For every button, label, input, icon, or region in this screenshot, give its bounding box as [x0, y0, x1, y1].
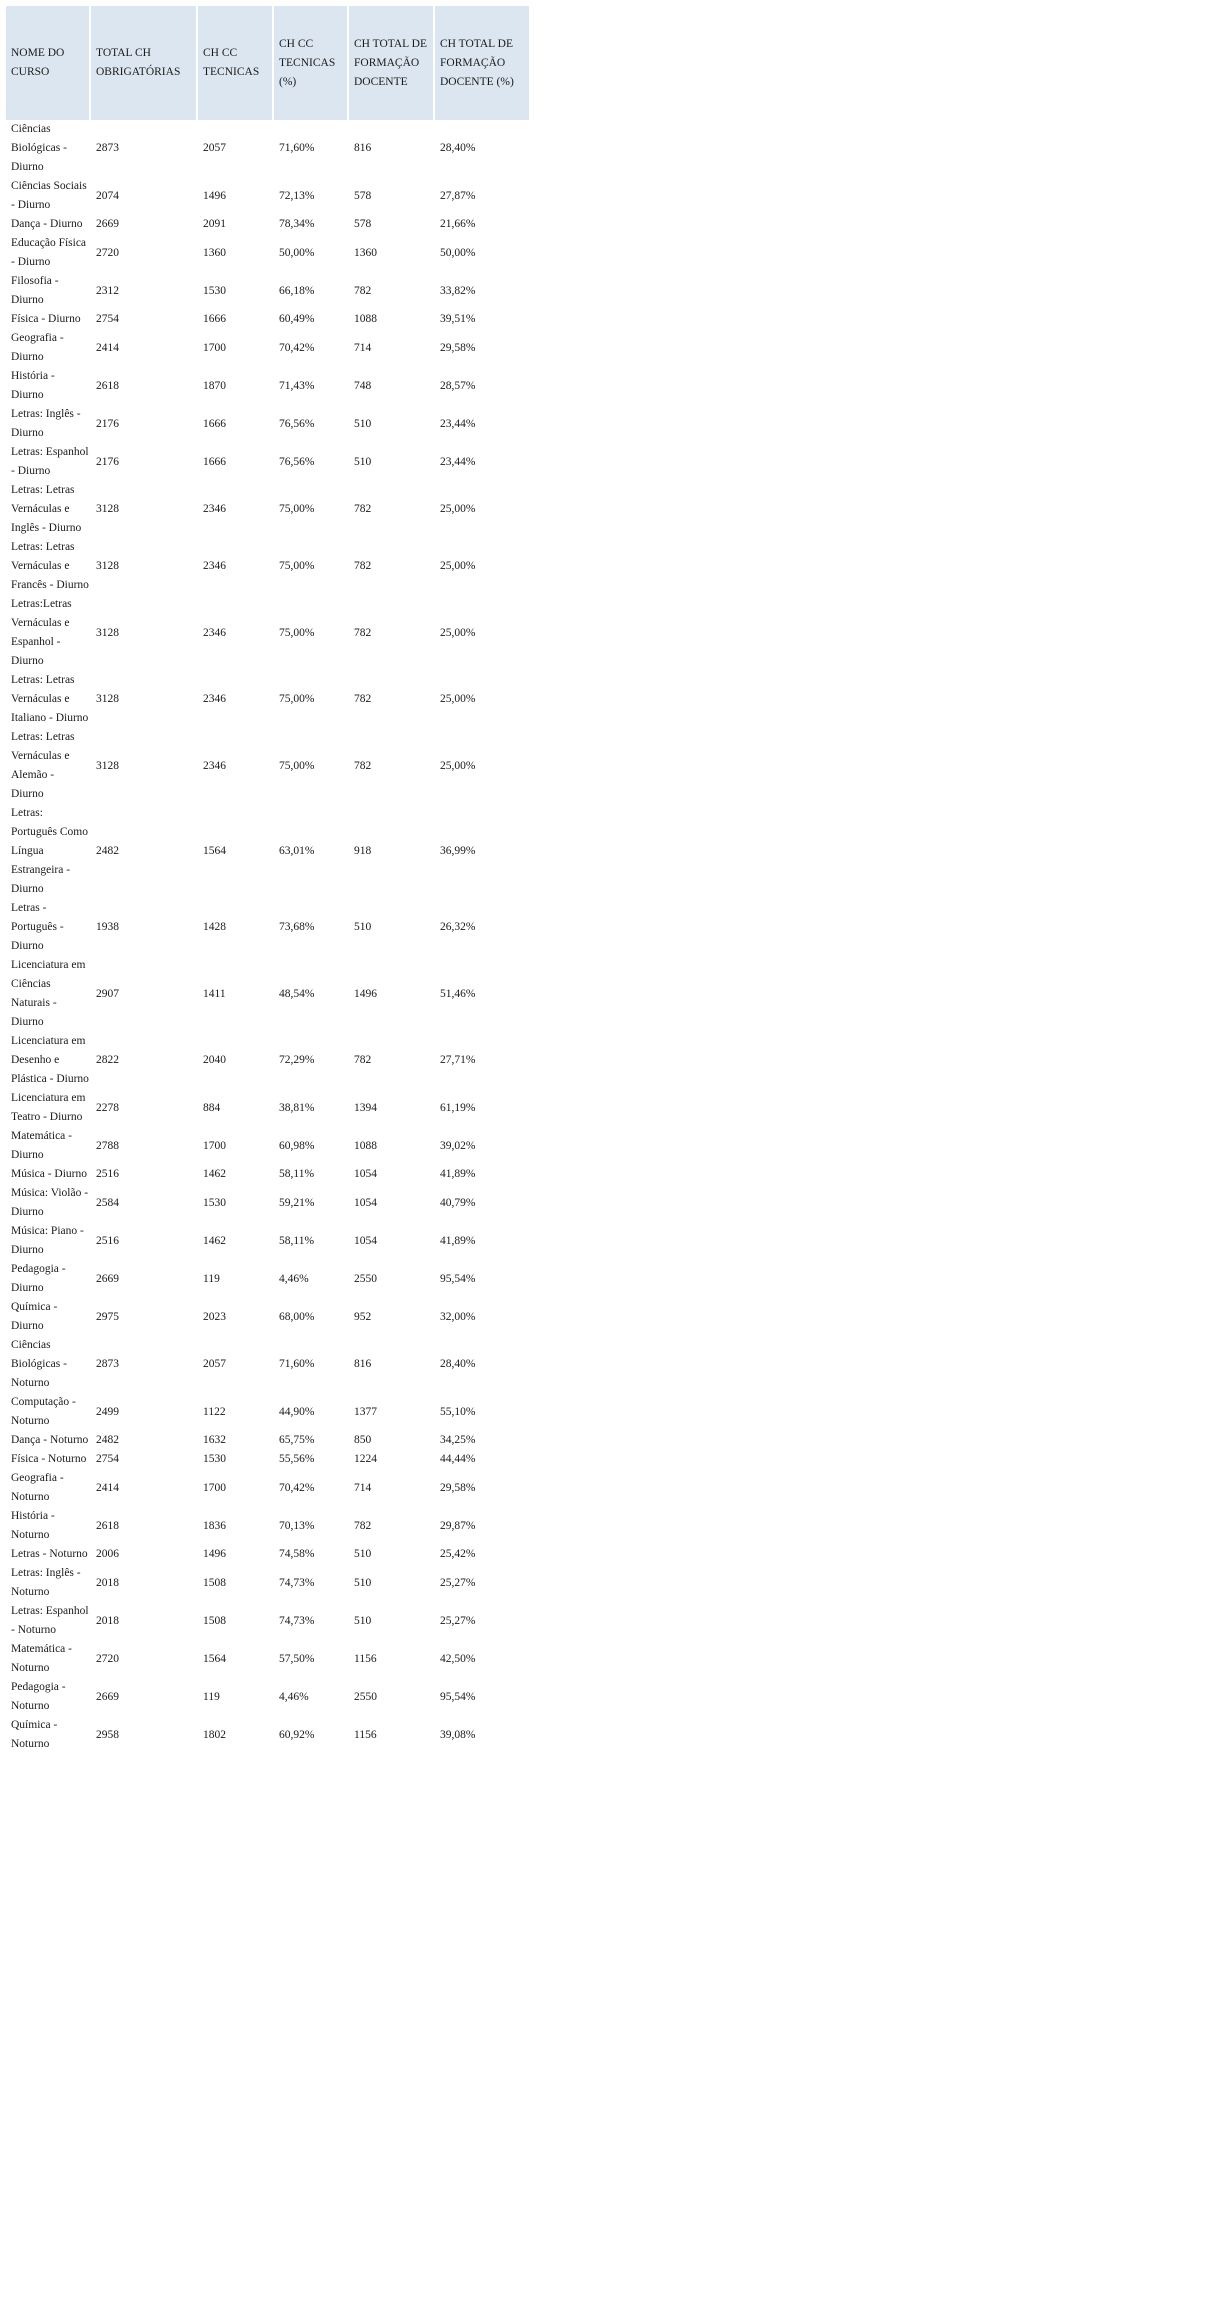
course-name-cell: Letras: Inglês - Diurno — [11, 408, 81, 439]
technical-percent-cell: 75,00% — [279, 759, 315, 772]
teacher-hours-cell: 816 — [354, 142, 372, 154]
technical-percent-cell: 74,73% — [279, 1576, 315, 1589]
teacher-hours-cell: 510 — [354, 417, 372, 430]
course-name-cell: Geografia - Noturno — [11, 1472, 64, 1503]
technical-hours-cell: 1428 — [203, 921, 226, 933]
total-hours-cell: 2006 — [96, 1548, 119, 1560]
total-hours-cell: 2754 — [96, 313, 119, 325]
course-name-cell: Licenciatura em Teatro - Diurno — [11, 1092, 86, 1123]
technical-percent-cell: 71,43% — [279, 379, 315, 392]
teacher-hours-cell: 1224 — [354, 1453, 377, 1465]
technical-percent-cell: 76,56% — [279, 455, 315, 468]
total-hours-cell: 2516 — [96, 1234, 119, 1247]
course-name-cell: Química - Noturno — [11, 1719, 58, 1750]
teacher-percent-cell: 55,10% — [440, 1405, 476, 1418]
technical-hours-cell: 1564 — [203, 1652, 226, 1665]
teacher-hours-cell: 782 — [354, 759, 372, 772]
course-name-cell: Licenciatura em Ciências Naturais - Diurno — [11, 959, 86, 1028]
technical-hours-cell: 1462 — [203, 1168, 226, 1180]
total-hours-cell: 2720 — [96, 246, 119, 259]
teacher-hours-cell: 1054 — [354, 1234, 377, 1247]
teacher-percent-cell: 26,32% — [440, 921, 476, 933]
technical-percent-cell: 70,42% — [279, 341, 315, 354]
table-row — [6, 1165, 529, 1184]
technical-percent-cell: 65,75% — [279, 1434, 315, 1446]
total-hours-cell: 2018 — [96, 1614, 119, 1627]
course-name-cell: Física - Noturno — [11, 1453, 87, 1465]
total-hours-cell: 2312 — [96, 284, 119, 297]
technical-percent-cell: 73,68% — [279, 921, 315, 933]
technical-hours-cell: 2346 — [203, 503, 226, 515]
total-hours-cell: 2754 — [96, 1453, 119, 1465]
course-name-cell: Matemática - Noturno — [11, 1643, 72, 1674]
technical-hours-cell: 1870 — [203, 379, 226, 392]
teacher-hours-cell: 2550 — [354, 1272, 377, 1285]
teacher-hours-cell: 510 — [354, 1548, 372, 1560]
technical-percent-cell: 57,50% — [279, 1652, 315, 1665]
technical-percent-cell: 55,56% — [279, 1453, 315, 1465]
teacher-percent-cell: 29,58% — [440, 341, 476, 354]
teacher-hours-cell: 782 — [354, 560, 372, 572]
header-teacher-training-hours: CH TOTAL DE FORMAÇÃO DOCENTE — [349, 6, 435, 120]
course-name-cell: Letras: Letras Vernáculas e Italiano - Diurno — [11, 674, 89, 724]
total-hours-cell: 2873 — [96, 142, 119, 154]
total-hours-cell: 2176 — [96, 417, 119, 430]
total-hours-cell: 2958 — [96, 1728, 119, 1741]
technical-hours-cell: 1530 — [203, 1196, 226, 1209]
teacher-hours-cell: 1394 — [354, 1101, 377, 1114]
technical-hours-cell: 884 — [203, 1101, 221, 1114]
teacher-hours-cell: 1088 — [354, 313, 377, 325]
technical-hours-cell: 1496 — [203, 1548, 226, 1560]
technical-percent-cell: 74,73% — [279, 1614, 315, 1627]
technical-hours-cell: 1462 — [203, 1234, 226, 1247]
total-hours-cell: 2907 — [96, 987, 119, 1000]
technical-hours-cell: 1666 — [203, 313, 226, 325]
course-name-cell: Música: Piano - Diurno — [11, 1225, 84, 1256]
technical-hours-cell: 1666 — [203, 417, 226, 430]
technical-percent-cell: 4,46% — [279, 1690, 309, 1703]
technical-percent-cell: 58,11% — [279, 1168, 315, 1180]
course-name-cell: Letras - Português - Diurno — [11, 902, 64, 952]
technical-hours-cell: 2057 — [203, 142, 226, 154]
teacher-hours-cell: 510 — [354, 1614, 372, 1627]
table-row — [6, 1469, 529, 1507]
teacher-hours-cell: 782 — [354, 284, 372, 297]
teacher-hours-cell: 1496 — [354, 987, 377, 1000]
teacher-hours-cell: 782 — [354, 1519, 372, 1532]
table-row — [6, 1336, 529, 1393]
total-hours-cell: 2788 — [96, 1139, 119, 1152]
table-row — [6, 1640, 529, 1678]
table-row — [6, 1089, 529, 1127]
teacher-hours-cell: 510 — [354, 455, 372, 468]
total-hours-cell: 2499 — [96, 1405, 119, 1418]
header-teacher-training-percent: CH TOTAL DE FORMAÇÃO DOCENTE (%) — [435, 6, 529, 120]
technical-percent-cell: 70,13% — [279, 1519, 315, 1532]
course-name-cell: Letras: Espanhol - Noturno — [11, 1605, 89, 1636]
technical-hours-cell: 1564 — [203, 845, 226, 857]
teacher-hours-cell: 748 — [354, 379, 372, 392]
technical-percent-cell: 75,00% — [279, 503, 315, 515]
technical-percent-cell: 59,21% — [279, 1196, 315, 1209]
technical-hours-cell: 1632 — [203, 1434, 226, 1446]
table-row — [6, 443, 529, 481]
teacher-hours-cell: 782 — [354, 503, 372, 515]
table-row — [6, 177, 529, 215]
teacher-hours-cell: 1156 — [354, 1728, 377, 1741]
technical-hours-cell: 1496 — [203, 189, 226, 202]
teacher-percent-cell: 42,50% — [440, 1652, 476, 1665]
technical-percent-cell: 75,00% — [279, 626, 315, 639]
table-row — [6, 1260, 529, 1298]
teacher-percent-cell: 27,71% — [440, 1054, 476, 1066]
teacher-percent-cell: 95,54% — [440, 1690, 476, 1703]
technical-percent-cell: 74,58% — [279, 1548, 315, 1560]
total-hours-cell: 1938 — [96, 921, 119, 933]
technical-percent-cell: 4,46% — [279, 1272, 309, 1285]
table-row — [6, 728, 529, 804]
table-row — [6, 956, 529, 1032]
technical-hours-cell: 2091 — [203, 218, 226, 230]
course-name-cell: História - Noturno — [11, 1510, 55, 1541]
total-hours-cell: 2975 — [96, 1310, 119, 1323]
course-name-cell: Física - Diurno — [11, 313, 81, 325]
total-hours-cell: 2482 — [96, 1434, 119, 1446]
teacher-hours-cell: 782 — [354, 1054, 372, 1066]
header-course-name: NOME DO CURSO — [6, 6, 91, 120]
teacher-percent-cell: 41,89% — [440, 1168, 476, 1180]
teacher-hours-cell: 782 — [354, 626, 372, 639]
technical-hours-cell: 2040 — [203, 1054, 226, 1066]
course-name-cell: Dança - Diurno — [11, 218, 83, 230]
total-hours-cell: 2618 — [96, 1519, 119, 1532]
teacher-percent-cell: 21,66% — [440, 218, 476, 230]
course-name-cell: Música: Violão - Diurno — [11, 1187, 89, 1218]
total-hours-cell: 2516 — [96, 1168, 119, 1180]
table-body — [6, 120, 529, 1754]
technical-percent-cell: 44,90% — [279, 1405, 315, 1418]
header-technical-hours: CH CC TECNICAS — [198, 6, 274, 120]
teacher-hours-cell: 782 — [354, 693, 372, 705]
course-name-cell: Computação - Noturno — [11, 1396, 76, 1427]
teacher-percent-cell: 36,99% — [440, 845, 476, 857]
table-row — [6, 1032, 529, 1089]
teacher-percent-cell: 25,00% — [440, 693, 476, 705]
technical-percent-cell: 60,92% — [279, 1728, 315, 1741]
teacher-hours-cell: 850 — [354, 1434, 372, 1446]
total-hours-cell: 2669 — [96, 1690, 119, 1703]
course-name-cell: Pedagogia - Diurno — [11, 1263, 66, 1294]
course-name-cell: Licenciatura em Desenho e Plástica - Diurno — [11, 1035, 89, 1085]
technical-percent-cell: 78,34% — [279, 218, 315, 230]
technical-hours-cell: 1508 — [203, 1576, 226, 1589]
total-hours-cell: 2176 — [96, 455, 119, 468]
teacher-percent-cell: 39,08% — [440, 1728, 476, 1741]
teacher-hours-cell: 952 — [354, 1310, 372, 1323]
header-technical-hours-percent: CH CC TECNICAS (%) — [274, 6, 349, 120]
teacher-percent-cell: 25,00% — [440, 560, 476, 572]
teacher-percent-cell: 28,40% — [440, 142, 476, 154]
table-row — [6, 272, 529, 310]
teacher-percent-cell: 33,82% — [440, 284, 476, 297]
teacher-hours-cell: 2550 — [354, 1690, 377, 1703]
teacher-percent-cell: 40,79% — [440, 1196, 476, 1209]
technical-hours-cell: 2346 — [203, 759, 226, 772]
table-row — [6, 1678, 529, 1716]
teacher-hours-cell: 1360 — [354, 246, 377, 259]
teacher-hours-cell: 714 — [354, 341, 372, 354]
teacher-hours-cell: 816 — [354, 1358, 372, 1370]
course-name-cell: Letras: Letras Vernáculas e Alemão - Diurno — [11, 731, 75, 800]
course-name-cell: Letras: Letras Vernáculas e Francês - Diurno — [11, 541, 89, 591]
total-hours-cell: 3128 — [96, 503, 119, 515]
total-hours-cell: 2018 — [96, 1576, 119, 1589]
course-name-cell: Filosofia - Diurno — [11, 275, 59, 306]
table-row — [6, 329, 529, 367]
technical-percent-cell: 63,01% — [279, 845, 315, 857]
total-hours-cell: 2074 — [96, 189, 119, 202]
table-row — [6, 595, 529, 671]
teacher-hours-cell: 1054 — [354, 1196, 377, 1209]
table-row — [6, 234, 529, 272]
technical-percent-cell: 72,29% — [279, 1054, 315, 1066]
technical-hours-cell: 2346 — [203, 693, 226, 705]
table-header-row — [6, 6, 529, 120]
table-row — [6, 899, 529, 956]
total-hours-cell: 2414 — [96, 341, 119, 354]
technical-hours-cell: 119 — [203, 1690, 220, 1703]
course-name-cell: Ciências Biológicas - Noturno — [11, 1339, 67, 1389]
table-row — [6, 1431, 529, 1450]
technical-percent-cell: 75,00% — [279, 560, 315, 572]
course-name-cell: Letras: Inglês - Noturno — [11, 1567, 81, 1598]
course-name-cell: Letras - Noturno — [11, 1548, 88, 1560]
technical-percent-cell: 60,49% — [279, 313, 315, 325]
table-row — [6, 538, 529, 595]
teacher-percent-cell: 39,02% — [440, 1139, 476, 1152]
technical-hours-cell: 1360 — [203, 246, 226, 259]
teacher-hours-cell: 1054 — [354, 1168, 377, 1180]
technical-percent-cell: 38,81% — [279, 1101, 315, 1114]
table-row — [6, 1450, 529, 1469]
teacher-hours-cell: 510 — [354, 921, 372, 933]
technical-hours-cell: 1122 — [203, 1405, 226, 1418]
table-row — [6, 405, 529, 443]
course-workload-table — [6, 6, 529, 1754]
teacher-hours-cell: 918 — [354, 845, 372, 857]
course-name-cell: Pedagogia - Noturno — [11, 1681, 66, 1712]
teacher-percent-cell: 28,57% — [440, 379, 476, 392]
teacher-percent-cell: 95,54% — [440, 1272, 476, 1285]
technical-hours-cell: 1700 — [203, 1139, 226, 1152]
technical-hours-cell: 1530 — [203, 1453, 226, 1465]
table-row — [6, 367, 529, 405]
technical-hours-cell: 1836 — [203, 1519, 226, 1532]
table-row — [6, 1298, 529, 1336]
technical-percent-cell: 58,11% — [279, 1234, 315, 1247]
table-row — [6, 120, 529, 177]
teacher-percent-cell: 25,00% — [440, 759, 476, 772]
teacher-hours-cell: 510 — [354, 1576, 372, 1589]
table-row — [6, 1564, 529, 1602]
teacher-hours-cell: 714 — [354, 1481, 372, 1494]
technical-hours-cell: 1700 — [203, 1481, 226, 1494]
course-name-cell: Letras: Letras Vernáculas e Inglês - Diurno — [11, 484, 82, 534]
total-hours-cell: 2482 — [96, 845, 119, 857]
technical-hours-cell: 1508 — [203, 1614, 226, 1627]
course-name-cell: Dança - Noturno — [11, 1434, 89, 1446]
teacher-percent-cell: 25,27% — [440, 1614, 476, 1627]
technical-percent-cell: 66,18% — [279, 284, 315, 297]
teacher-percent-cell: 32,00% — [440, 1310, 476, 1323]
course-name-cell: História - Diurno — [11, 370, 55, 401]
header-total-mandatory-hours: TOTAL CH OBRIGATÓRIAS — [91, 6, 198, 120]
teacher-percent-cell: 61,19% — [440, 1101, 476, 1114]
teacher-hours-cell: 578 — [354, 189, 372, 202]
teacher-percent-cell: 25,00% — [440, 503, 476, 515]
technical-percent-cell: 71,60% — [279, 142, 315, 154]
teacher-hours-cell: 1088 — [354, 1139, 377, 1152]
course-name-cell: Letras: Espanhol - Diurno — [11, 446, 89, 477]
table-row — [6, 671, 529, 728]
technical-percent-cell: 48,54% — [279, 987, 315, 1000]
teacher-hours-cell: 578 — [354, 218, 372, 230]
course-name-cell: Geografia - Diurno — [11, 332, 64, 363]
teacher-percent-cell: 29,58% — [440, 1481, 476, 1494]
technical-percent-cell: 71,60% — [279, 1358, 315, 1370]
course-name-cell: Química - Diurno — [11, 1301, 58, 1332]
teacher-percent-cell: 25,42% — [440, 1548, 476, 1560]
table-row — [6, 1393, 529, 1431]
course-name-cell: Educação Física - Diurno — [11, 237, 87, 268]
teacher-hours-cell: 1377 — [354, 1405, 377, 1418]
total-hours-cell: 2669 — [96, 218, 119, 230]
table-row — [6, 481, 529, 538]
technical-hours-cell: 1802 — [203, 1728, 226, 1741]
technical-percent-cell: 60,98% — [279, 1139, 315, 1152]
course-name-cell: Música - Diurno — [11, 1168, 88, 1180]
table-row — [6, 215, 529, 234]
table-row — [6, 1127, 529, 1165]
total-hours-cell: 2873 — [96, 1358, 119, 1370]
teacher-percent-cell: 44,44% — [440, 1453, 476, 1465]
technical-percent-cell: 68,00% — [279, 1310, 315, 1323]
technical-hours-cell: 1666 — [203, 455, 226, 468]
teacher-percent-cell: 27,87% — [440, 189, 476, 202]
total-hours-cell: 2278 — [96, 1101, 119, 1114]
teacher-percent-cell: 34,25% — [440, 1434, 476, 1446]
total-hours-cell: 2669 — [96, 1272, 119, 1285]
teacher-percent-cell: 25,27% — [440, 1576, 476, 1589]
total-hours-cell: 2584 — [96, 1196, 119, 1209]
technical-hours-cell: 2346 — [203, 626, 226, 639]
total-hours-cell: 2414 — [96, 1481, 119, 1494]
course-name-cell: Matemática - Diurno — [11, 1130, 72, 1161]
teacher-percent-cell: 41,89% — [440, 1234, 476, 1247]
total-hours-cell: 2618 — [96, 379, 119, 392]
technical-hours-cell: 2023 — [203, 1310, 226, 1323]
technical-hours-cell: 119 — [203, 1272, 220, 1285]
teacher-percent-cell: 28,40% — [440, 1358, 476, 1370]
teacher-percent-cell: 50,00% — [440, 246, 476, 259]
technical-hours-cell: 2346 — [203, 560, 226, 572]
total-hours-cell: 3128 — [96, 626, 119, 639]
teacher-percent-cell: 39,51% — [440, 313, 476, 325]
teacher-percent-cell: 51,46% — [440, 987, 476, 1000]
course-name-cell: Ciências Biológicas - Diurno — [11, 123, 67, 173]
teacher-percent-cell: 29,87% — [440, 1519, 476, 1532]
table-row — [6, 1222, 529, 1260]
total-hours-cell: 2720 — [96, 1652, 119, 1665]
teacher-percent-cell: 25,00% — [440, 626, 476, 639]
total-hours-cell: 3128 — [96, 759, 119, 772]
technical-hours-cell: 1700 — [203, 341, 226, 354]
technical-hours-cell: 2057 — [203, 1358, 226, 1370]
table-row — [6, 310, 529, 329]
technical-percent-cell: 72,13% — [279, 189, 315, 202]
table-row — [6, 1602, 529, 1640]
technical-percent-cell: 75,00% — [279, 693, 315, 705]
table-row — [6, 1507, 529, 1545]
technical-hours-cell: 1530 — [203, 284, 226, 297]
teacher-hours-cell: 1156 — [354, 1652, 377, 1665]
table-row — [6, 1184, 529, 1222]
technical-hours-cell: 1411 — [203, 987, 226, 1000]
course-name-cell: Letras: Português Como Língua Estrangeira - Diurno — [11, 807, 88, 895]
teacher-percent-cell: 23,44% — [440, 417, 476, 430]
table-row — [6, 804, 529, 899]
technical-percent-cell: 50,00% — [279, 246, 315, 259]
course-name-cell: Ciências Sociais - Diurno — [11, 180, 87, 211]
technical-percent-cell: 76,56% — [279, 417, 315, 430]
table-row — [6, 1716, 529, 1754]
table-row — [6, 1545, 529, 1564]
technical-percent-cell: 70,42% — [279, 1481, 315, 1494]
total-hours-cell: 2822 — [96, 1054, 119, 1066]
total-hours-cell: 3128 — [96, 693, 119, 705]
total-hours-cell: 3128 — [96, 560, 119, 572]
teacher-percent-cell: 23,44% — [440, 455, 476, 468]
course-name-cell: Letras:Letras Vernáculas e Espanhol - Diurno — [11, 598, 72, 667]
